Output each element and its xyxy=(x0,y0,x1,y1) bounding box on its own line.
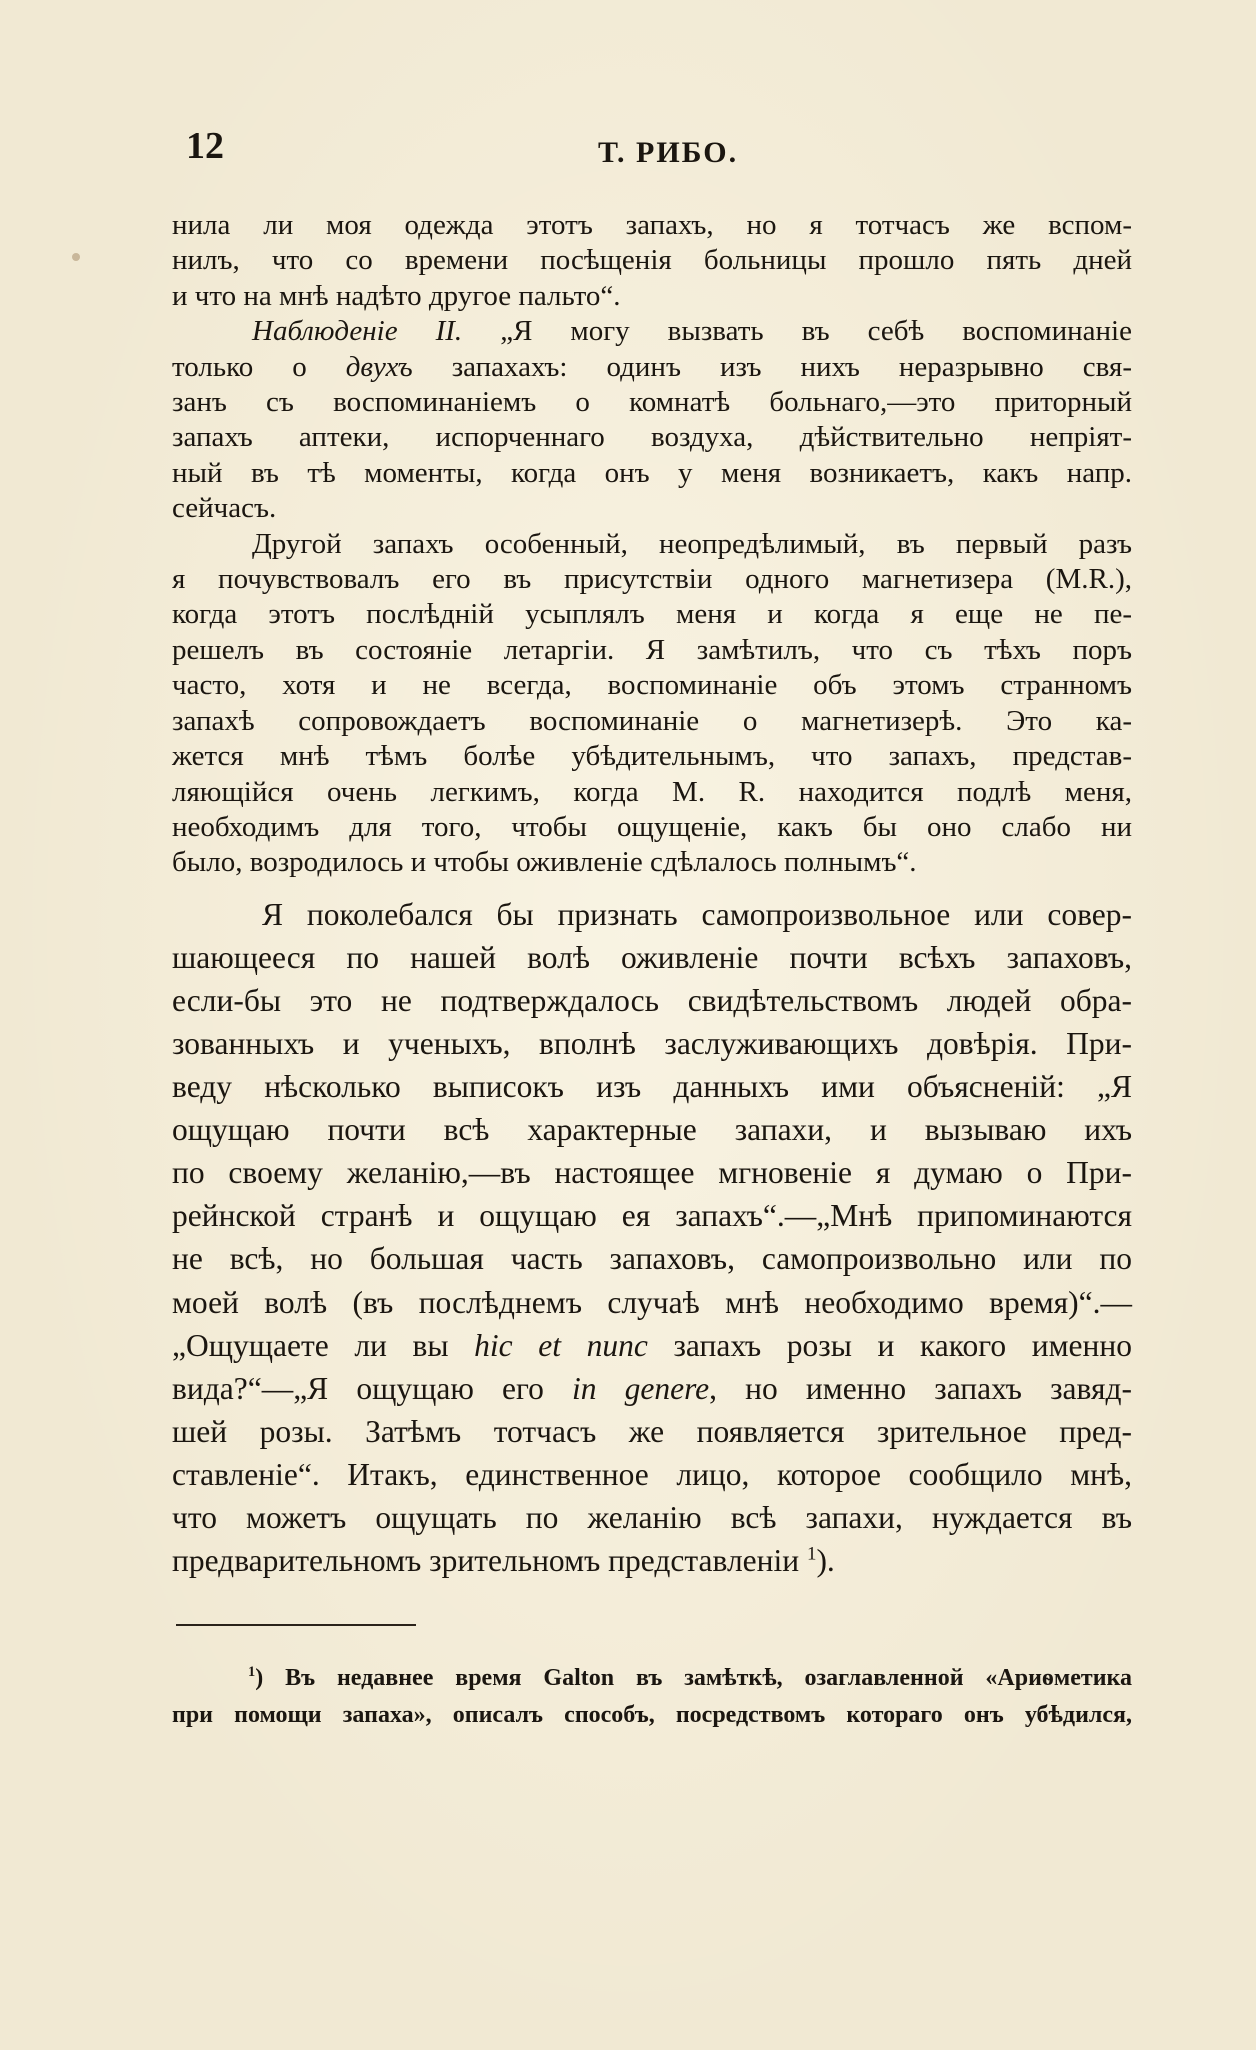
text-line: Я поколебался бы признать самопроизвольное или совер- xyxy=(262,896,1132,932)
text-line: жется мнѣ тѣмъ болѣе убѣдительнымъ, что запахъ, представ- xyxy=(172,740,1132,773)
text-line xyxy=(172,1539,1132,1582)
italic-phrase: hic et nunc xyxy=(474,1327,648,1363)
text-line: Другой запахъ особенный, неопредѣлимый, въ первый разъ xyxy=(252,527,1132,560)
text-line: рейнской странѣ и ощущаю ея запахъ“.—„Мнѣ припоминаются xyxy=(172,1198,1132,1234)
text-line: нила ли моя одежда этотъ запахъ, но я тотчасъ же вспом- xyxy=(172,209,1132,241)
text-line: решелъ въ состояніе летаргіи. Я замѣтилъ, что съ тѣхъ поръ xyxy=(172,633,1132,666)
footnote-reference: 1 xyxy=(806,1543,817,1565)
page-number: 12 xyxy=(186,125,224,167)
footnote-marker: 1 xyxy=(248,1664,256,1680)
text-line: запахѣ сопровождаетъ воспоминаніе о магнетизерѣ. Это ка- xyxy=(172,704,1132,737)
paragraph-observation-ii xyxy=(172,314,1132,526)
text-line: нилъ, что со времени посѣщенія больницы прошло пять дней xyxy=(172,244,1132,277)
text-fragment: ) Въ недавнее время Galton въ замѣткѣ, озаглавленной «Ариѳметика xyxy=(255,1665,1132,1691)
text-line xyxy=(172,1324,1132,1367)
footnote-line: при помощи запаха», описалъ способъ, посредствомъ котораго онъ убѣдился, xyxy=(172,1702,1132,1728)
observation-heading: Наблюденіе II. xyxy=(252,315,463,348)
text-fragment: „Я могу вызвать въ себѣ воспоминаніе xyxy=(462,315,1132,348)
footnote xyxy=(172,1660,1132,1734)
text-fragment: запахахъ: одинъ изъ нихъ неразрывно свя- xyxy=(412,350,1132,383)
italic-word: двухъ xyxy=(345,350,413,383)
paragraph-continuation xyxy=(172,208,1132,314)
text-line: зованныхъ и ученыхъ, вполнѣ заслуживающихъ довѣрія. При- xyxy=(172,1026,1132,1061)
text-line: часто, хотя и не всегда, воспоминаніе объ этомъ странномъ xyxy=(172,669,1132,702)
text-fragment: только о xyxy=(172,350,346,383)
text-fragment: предварительномъ зрительномъ представленіи xyxy=(172,1543,800,1579)
text-line: ощущаю почти всѣ характерные запахи, и вызываю ихъ xyxy=(172,1112,1132,1148)
text-line xyxy=(172,350,1132,385)
text-line: запахъ аптеки, испорченнаго воздуха, дѣйствительно непріят- xyxy=(172,421,1132,454)
stray-ink-mark xyxy=(72,253,80,261)
text-line: моей волѣ (въ послѣднемъ случаѣ мнѣ необходимо время)“.— xyxy=(172,1284,1132,1320)
running-head: Т. РИБО. xyxy=(598,136,739,169)
text-line: было, возродилось и чтобы оживленіе сдѣлалось полнымъ“. xyxy=(172,846,917,879)
text-line: шей розы. Затѣмъ тотчасъ же появляется зрительное пред- xyxy=(172,1413,1132,1449)
footnote-line xyxy=(172,1660,1132,1697)
paragraph-second-odor xyxy=(172,527,1132,881)
text-line: ставленіе“. Итакъ, единственное лицо, которое сообщило мнѣ, xyxy=(172,1456,1132,1492)
text-line: сейчасъ. xyxy=(172,492,277,525)
text-line xyxy=(172,1367,1132,1410)
text-fragment: ). xyxy=(816,1543,835,1579)
text-line: если-бы это не подтверждалось свидѣтельствомъ людей обра- xyxy=(172,982,1132,1018)
text-line: ный въ тѣ моменты, когда онъ у меня возникаетъ, какъ напр. xyxy=(172,456,1132,489)
text-line: и что на мнѣ надѣто другое пальто“. xyxy=(172,279,621,312)
text-line: занъ съ воспоминаніемъ о комнатѣ больнаго,—это приторный xyxy=(172,386,1132,419)
text-line: веду нѣсколько выписокъ изъ данныхъ ими объясненій: „Я xyxy=(172,1069,1132,1105)
text-line: ляющійся очень легкимъ, когда М. R. находится подлѣ меня, xyxy=(172,775,1132,808)
text-line: не всѣ, но большая часть запаховъ, самопроизвольно или по xyxy=(172,1241,1132,1277)
paragraph-main xyxy=(172,893,1132,1583)
text-line: я почувствовалъ его въ присутствіи одного магнетизера (М.R.), xyxy=(172,563,1132,596)
main-text xyxy=(172,208,1132,1582)
text-fragment: , но именно запахъ завяд- xyxy=(709,1370,1132,1406)
footnote-divider xyxy=(176,1624,416,1626)
text-line: необходимъ для того, чтобы ощущеніе, какъ бы оно слабо ни xyxy=(172,810,1132,843)
text-line xyxy=(172,314,1132,349)
text-line: когда этотъ послѣдній усыплялъ меня и когда я еще не пе- xyxy=(172,598,1132,631)
text-fragment: вида?“—„Я ощущаю его xyxy=(172,1370,572,1406)
italic-phrase: in genere xyxy=(571,1370,710,1406)
text-fragment: „Ощущаете ли вы xyxy=(172,1327,475,1363)
text-line: шающееся по нашей волѣ оживленіе почти всѣхъ запаховъ, xyxy=(172,939,1132,975)
text-line: что можетъ ощущать по желанію всѣ запахи, нуждается въ xyxy=(172,1500,1132,1536)
text-line: по своему желанію,—въ настоящее мгновеніе я думаю о При- xyxy=(172,1155,1132,1191)
text-fragment: запахъ розы и какого именно xyxy=(647,1327,1132,1363)
